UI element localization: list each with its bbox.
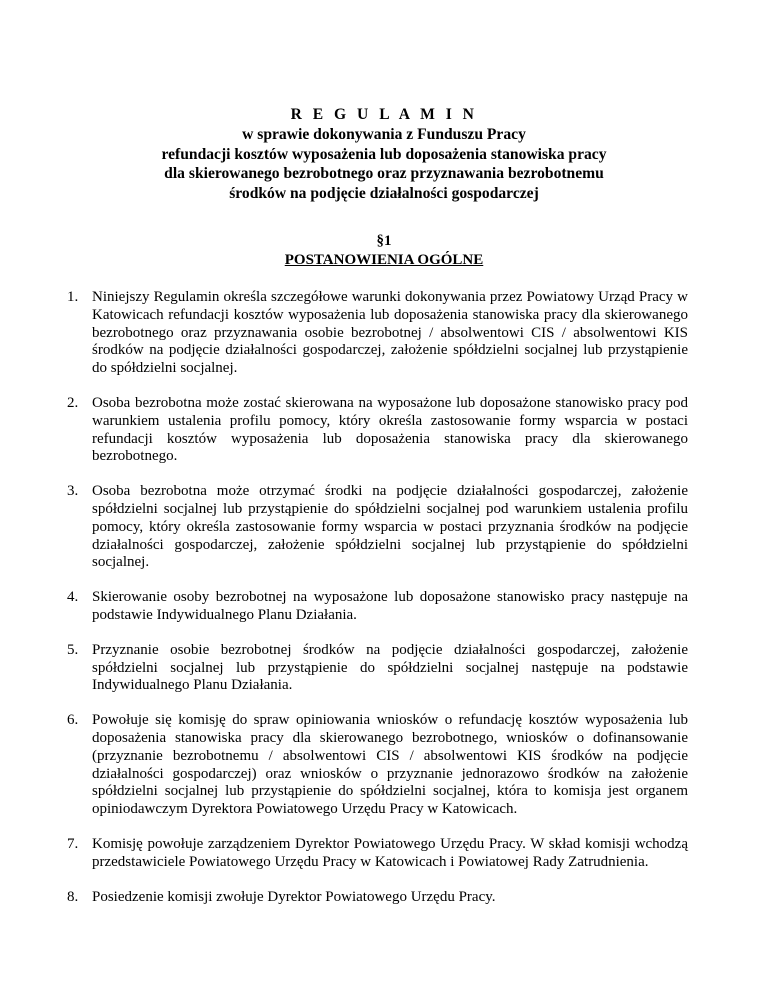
list-item [67, 483, 688, 572]
list-item-text: Komisję powołuje zarządzeniem Dyrektor Powiatowego Urzędu Pracy. W skład komisji wchodzą przedstawiciele Powiatowego Urzędu Pracy w Katowicach i Powiatowej Rady Zatrudnienia. [92, 835, 688, 870]
list-item-number: 3. [67, 483, 79, 500]
list-item-text: Niniejszy Regulamin określa szczegółowe warunki dokonywania przez Powiatowy Urząd Pracy w Katowicach refundacji kosztów wyposażenia lub doposażenia stanowiska pracy dla skierowanego bezrobotnego oraz przyznawania osobie bezrobotnej / absolwentowi CIS / absolwentowi KIS środków na podjęcie działalności gospodarczej, założenie spółdzielni socjalnej lub przystąpienie do spółdzielni socjalnej. [92, 289, 688, 377]
list-item [67, 888, 688, 907]
title-line-4: dla skierowanego bezrobotnego oraz przyznawania bezrobotnemu [164, 165, 604, 183]
title-line-5: środków na podjęcie działalności gospodarczej [229, 185, 539, 203]
list-item-text: Osoba bezrobotna może otrzymać środki na podjęcie działalności gospodarczej, założenie spółdzielni socjalnej lub przystąpienie do spółdzielni socjalnej pod warunkiem ustalenia profilu pomocy, który określa zastosowanie formy wsparcia w postaci przyznania środków na podjęcie działalności gospodarczej, założenie spółdzielni socjalnej lub przystąpienie do spółdzielni socjalnej. [92, 483, 688, 571]
list-item-number: 5. [67, 641, 79, 658]
section-title: POSTANOWIENIA OGÓLNE [284, 252, 484, 268]
title-line-1: R E G U L A M I N [290, 106, 478, 123]
list-item [67, 289, 688, 378]
list-item-text: Osoba bezrobotna może zostać skierowana na wyposażone lub doposażone stanowisko pracy pod warunkiem ustalenia profilu pomocy, który określa zastosowanie formy wsparcia w postaci refundacji kosztów wyposażenia lub doposażenia stanowiska pracy dla skierowanego bezrobotnego. [92, 394, 688, 465]
list-item [67, 589, 688, 625]
document-title [60, 105, 708, 204]
provisions-list [67, 289, 688, 923]
section-number: §1 [376, 233, 392, 249]
list-item [67, 712, 688, 819]
list-item-number: 6. [67, 712, 79, 729]
list-item-number: 7. [67, 835, 79, 852]
title-line-3: refundacji kosztów wyposażenia lub doposażenia stanowiska pracy [161, 145, 607, 163]
list-item-number: 8. [67, 888, 79, 905]
section-heading [60, 232, 708, 270]
list-item [67, 394, 688, 466]
list-item-number: 4. [67, 589, 79, 606]
list-item-text: Powołuje się komisję do spraw opiniowania wniosków o refundację kosztów wyposażenia lub doposażenia stanowiska pracy dla skierowanego bezrobotnego, wniosków o dofinansowanie (przyznanie bezrobotnemu / absolwentowi CIS / absolwentowi KIS środków na podjęcie działalności gospodarczej) oraz wniosków o przyznanie jednorazowo środków na założenie spółdzielni socjalnej lub przystąpienie do spółdzielni socjalnej, która to komisja jest organem opiniodawczym Dyrektora Powiatowego Urzędu Pracy w Katowicach. [92, 712, 688, 818]
list-item-text: Posiedzenie komisji zwołuje Dyrektor Powiatowego Urzędu Pracy. [92, 888, 496, 905]
list-item-text: Skierowanie osoby bezrobotnej na wyposażone lub doposażone stanowisko pracy następuje na podstawie Indywidualnego Planu Działania. [92, 589, 688, 623]
list-item [67, 641, 688, 695]
title-line-2: w sprawie dokonywania z Funduszu Pracy [242, 125, 526, 143]
list-item-number: 2. [67, 394, 79, 411]
list-item-number: 1. [67, 289, 79, 305]
list-item [67, 835, 688, 872]
list-item-text: Przyznanie osobie bezrobotnej środków na podjęcie działalności gospodarczej, założenie spółdzielni socjalnej lub przystąpienie do spółdzielni socjalnej następuje na podstawie Indywidualnego Planu Działania. [92, 641, 688, 694]
